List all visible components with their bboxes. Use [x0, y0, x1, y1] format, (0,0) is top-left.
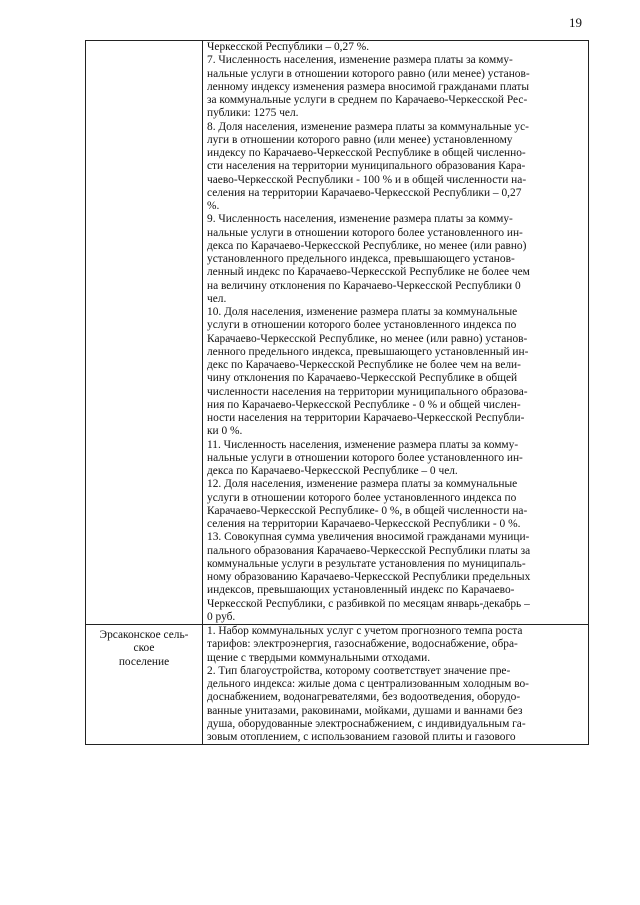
municipality-name: [86, 41, 202, 45]
indicator-text-line: 2. Тип благоустройства, которому соответствует значение пре-: [207, 664, 511, 677]
indicator-text-line: 1. Набор коммунальных услуг с учетом прогнозного темпа роста: [207, 625, 523, 637]
indicator-text-line: нальные услуги в отношении которого более установленного ин-: [207, 226, 523, 239]
indicator-text-line: публики: 1275 чел.: [207, 107, 299, 120]
table-row: [86, 625, 589, 745]
indicators-cell: [203, 41, 589, 625]
indicator-text-line: за коммунальные услуги в среднем по Карачаево-Черкесской Рес-: [207, 94, 528, 106]
municipality-name: [86, 625, 202, 669]
indicator-text-line: индексов, превышающих установленный индекс по Карачаево-: [207, 584, 515, 597]
indicator-text-line: ки 0 %.: [207, 425, 243, 438]
indicator-text-line: установленного предельного индекса, превышающего установ-: [207, 253, 515, 265]
indicator-text-line: ленный индекс по Карачаево-Черкесской Республике не более чем: [207, 266, 530, 279]
municipality-cell: [86, 41, 203, 625]
indicator-text-line: ленному индексу изменения размера вносимой гражданами платы: [207, 80, 530, 93]
indicator-text-line: сти населения на территории муниципального образования Кара-: [207, 160, 526, 173]
indicator-text-line: нальные услуги в отношении которого более установленного ин-: [207, 451, 523, 464]
table-row: [86, 41, 589, 625]
indicator-text-line: 0 руб.: [207, 610, 236, 623]
indicator-text-line: 13. Совокупная сумма увеличения вносимой гражданами муници-: [207, 531, 530, 544]
indicator-text-line: численности населения на территории муниципального образова-: [207, 385, 528, 398]
indicator-text-line: щение с твердыми коммунальными отходами.: [207, 651, 431, 664]
indicator-text-line: селения на территории Карачаево-Черкесской Республики – 0,27: [207, 186, 522, 199]
indicator-text-line: чину отклонения по Карачаево-Черкесской Республике в общей: [207, 372, 518, 385]
municipality-cell: [86, 625, 203, 745]
indicator-text-line: доснабжением, водонагревателями, без водоотведения, оборудо-: [207, 691, 521, 704]
indicator-text-line: ленного предельного индекса, превышающего установленный ин-: [207, 345, 529, 358]
indicators-cell: [203, 625, 589, 745]
indicator-text-line: душа, оборудованные электроснабжением, с индивидуальным га-: [207, 717, 526, 730]
indicator-text-line: Карачаево-Черкесской Республике, но менее (или равно) установ-: [207, 332, 528, 345]
indicator-text-line: ванные унитазами, раковинами, мойками, душами и ваннами без: [207, 704, 523, 717]
indicator-text-line: декс по Карачаево-Черкесской Республике не более чем на вели-: [207, 359, 521, 371]
indicator-text-line: Черкесской Республики, с разбивкой по месяцам январь-декабрь –: [207, 597, 530, 610]
indicator-text-line: чаево-Черкесской Республики - 100 % и в общей численности на-: [207, 173, 527, 186]
indicator-text-line: Черкесской Республики – 0,27 %.: [207, 41, 370, 53]
indicator-text-line: 9. Численность населения, изменение размера платы за комму-: [207, 213, 513, 226]
indicator-text-line: ному образованию Карачаево-Черкесской Республики предельных: [207, 571, 531, 583]
indicator-text-line: селения на территории Карачаево-Черкесской Республики - 0 %.: [207, 518, 521, 530]
indicator-text-line: коммунальные услуги в результате установления по муниципаль-: [207, 557, 526, 570]
indicator-text-line: 8. Доля населения, изменение размера платы за коммунальные ус-: [207, 120, 529, 133]
indicator-text-line: чел.: [207, 292, 227, 305]
indicator-text-line: услуги в отношении которого более установленного индекса по: [207, 491, 517, 504]
indicator-text-line: нальные услуги в отношении которого равно (или менее) установ-: [207, 67, 530, 80]
indices-table: [85, 40, 589, 745]
indicator-text-line: зовым отоплением, с использованием газовой плиты и газового: [207, 731, 516, 743]
indicator-text-line: декса по Карачаево-Черкесской Республике, но менее (или равно): [207, 239, 527, 252]
indicator-text-line: луги в отношении которого равно (или менее) установленному: [207, 133, 513, 146]
table-body: [86, 41, 589, 745]
indicator-text-line: индексу по Карачаево-Черкесской Республике в общей численно-: [207, 147, 526, 159]
municipality-name-line: Эрсаконское сель-: [99, 629, 189, 641]
indicator-text-line: дельного индекса: жилые дома с централизованным холодным во-: [207, 678, 529, 690]
indicator-text-line: услуги в отношении которого более установленного индекса по: [207, 319, 517, 332]
municipality-name-line: ское: [133, 642, 155, 655]
indicator-text-line: %.: [207, 200, 220, 212]
indicator-text-line: 7. Численность населения, изменение размера платы за комму-: [207, 54, 513, 67]
indicator-text-line: декса по Карачаево-Черкесской Республике – 0 чел.: [207, 465, 458, 477]
indicator-text-line: 10. Доля населения, изменение размера платы за коммунальные: [207, 306, 518, 318]
indicator-text-line: на величину отклонения по Карачаево-Черкесской Республики 0: [207, 279, 521, 292]
indicator-text-line: ности населения на территории Карачаево-Черкесской Республи-: [207, 412, 525, 424]
page-number: 19: [569, 15, 582, 30]
indicator-text-line: пального образования Карачаево-Черкесской Республики платы за: [207, 544, 531, 557]
indicator-text-line: Карачаево-Черкесской Республике- 0 %, в общей численности на-: [207, 504, 528, 517]
indicator-text-line: 11. Численность населения, изменение размера платы за комму-: [207, 438, 519, 451]
indicator-text-line: тарифов: электроэнергия, газоснабжение, водоснабжение, обра-: [207, 638, 518, 651]
indicator-text-line: 12. Доля населения, изменение размера платы за коммунальные: [207, 478, 518, 491]
indicator-text-line: ния по Карачаево-Черкесской Республике - 0 % и общей числен-: [207, 398, 521, 411]
municipality-name-line: поселение: [118, 655, 170, 668]
